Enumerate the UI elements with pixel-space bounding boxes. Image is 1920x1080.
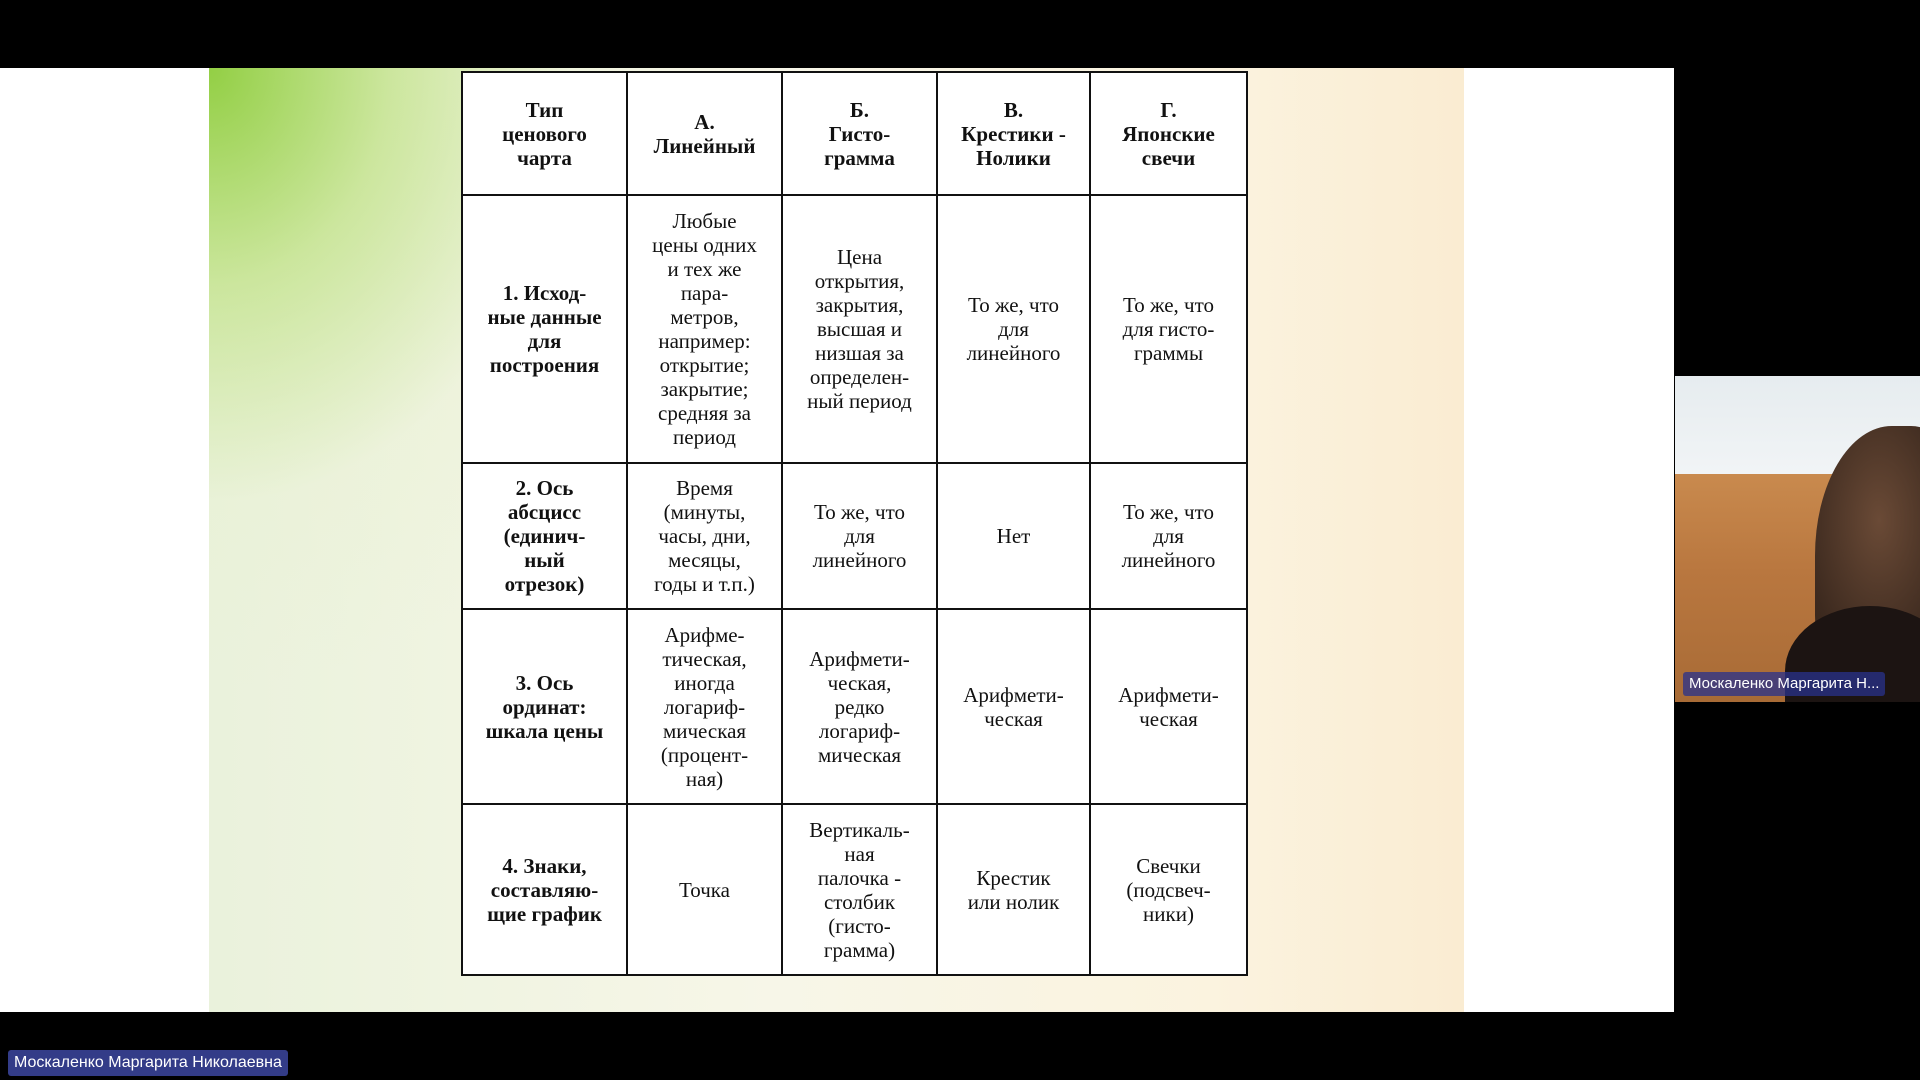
presentation-slide xyxy=(209,68,1464,1012)
row-header-cell: 4. Знаки, составляю- щие график xyxy=(462,804,627,975)
table-row xyxy=(462,609,1247,804)
table-row xyxy=(462,804,1247,975)
table-cell: Арифме- тическая, иногда логариф- мическая (процент- ная) xyxy=(627,609,782,804)
table-cell: То же, что для линейного xyxy=(782,463,937,609)
table-header-row xyxy=(462,72,1247,195)
table-cell: То же, что для линейного xyxy=(937,195,1090,463)
table-cell: То же, что для гисто- граммы xyxy=(1090,195,1247,463)
table-cell: Арифмети- ческая xyxy=(937,609,1090,804)
table-cell: Вертикаль- ная палочка - столбик (гисто- грамма) xyxy=(782,804,937,975)
table-cell: Время (минуты, часы, дни, месяцы, годы и т.п.) xyxy=(627,463,782,609)
table-cell: Точка xyxy=(627,804,782,975)
table-row xyxy=(462,463,1247,609)
row-header-cell: 3. Ось ординат: шкала цены xyxy=(462,609,627,804)
participant-video-tile[interactable] xyxy=(1675,376,1920,702)
header-cell: Тип ценового чарта xyxy=(462,72,627,195)
price-chart-comparison-table xyxy=(461,71,1248,976)
table-cell: Нет xyxy=(937,463,1090,609)
active-speaker-name-label: Москаленко Маргарита Николаевна xyxy=(8,1050,288,1076)
table-cell: Арифмети- ческая xyxy=(1090,609,1247,804)
header-cell: В. Крестики - Нолики xyxy=(937,72,1090,195)
row-header-cell: 1. Исход- ные данные для построения xyxy=(462,195,627,463)
header-cell: Б. Гисто- грамма xyxy=(782,72,937,195)
screen-share-area xyxy=(0,68,1674,1012)
table-cell: Крестик или нолик xyxy=(937,804,1090,975)
header-cell: Г. Японские свечи xyxy=(1090,72,1247,195)
table-cell: Свечки (подсвеч- ники) xyxy=(1090,804,1247,975)
table-cell: Арифмети- ческая, редко логариф- мическая xyxy=(782,609,937,804)
participant-name-label: Москаленко Маргарита Н... xyxy=(1683,672,1885,696)
header-cell: А. Линейный xyxy=(627,72,782,195)
table-cell: Любые цены одних и тех же пара- метров, например: открытие; закрытие; средняя за период xyxy=(627,195,782,463)
table-row xyxy=(462,195,1247,463)
table-cell: То же, что для линейного xyxy=(1090,463,1247,609)
table-cell: Цена открытия, закрытия, высшая и низшая за определен- ный период xyxy=(782,195,937,463)
row-header-cell: 2. Ось абсцисс (единич- ный отрезок) xyxy=(462,463,627,609)
